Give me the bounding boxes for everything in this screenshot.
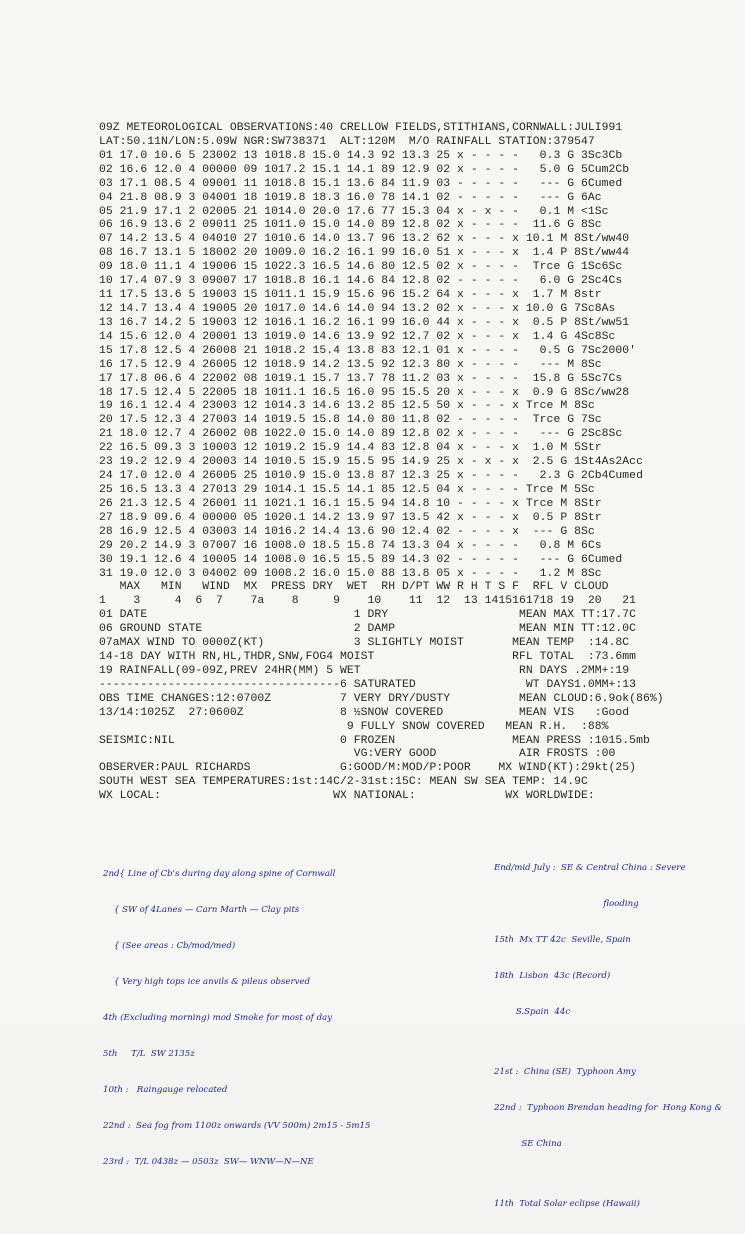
legend-line: SEISMIC:NIL 0 FROZEN MEAN PRESS :1015.5mb — [99, 734, 650, 747]
table-row: 30 19.1 12.6 4 10005 14 1008.0 16.5 15.5 89 14.3 02 - - - - - --- G 6Cumed — [99, 553, 623, 566]
legend-line: -----------------------------------6 SATURATED WT DAYS1.0MM+:13 — [99, 678, 637, 691]
legend-line: 06 GROUND STATE 2 DAMP MEAN MIN TT:12.0C — [99, 623, 637, 636]
table-row: 19 16.1 12.4 4 23003 12 1014.3 14.6 13.2 85 12.5 50 x - - - x Trce M 8Sc — [99, 400, 595, 413]
table-row: 14 15.6 12.0 4 20001 13 1019.0 14.6 13.9 92 12.7 02 x - - - x 1.4 G 4Sc8Sc — [99, 330, 616, 343]
table-row: 25 16.5 13.3 4 27013 29 1014.1 15.5 14.1 85 12.5 04 x - - - - Trce M 5Sc — [99, 483, 595, 496]
column-numbers: 1 3 4 6 7 7a 8 9 10 11 12 13 1415161718 19 20 21 — [99, 595, 637, 608]
table-row: 20 17.5 12.3 4 27003 14 1019.5 15.8 14.0 80 11.8 02 - - - - - Trce G 7Sc — [99, 414, 602, 427]
note-line: 5th T/L SW 2135z — [103, 1049, 195, 1059]
note-line: 21st : China (SE) Typhoon Amy — [494, 1067, 636, 1077]
table-row: 29 20.2 14.9 3 07007 16 1008.0 18.5 15.8 74 13.3 04 x - - - - 0.8 M 6Cs — [99, 539, 602, 552]
legend-line: 14-18 DAY WITH RN,HL,THDR,SNW,FOG4 MOIST RFL TOTAL :73.6mm — [99, 651, 637, 664]
note-line: 15th Mx TT 42c Seville, Spain — [494, 935, 631, 945]
table-row: 15 17.8 12.5 4 26008 21 1018.2 15.4 13.8 83 12.1 01 x - - - - 0.5 G 7Sc2000' — [99, 344, 637, 357]
legend-line: SOUTH WEST SEA TEMPERATURES:1st:14C/2-31st:15C: MEAN SW SEA TEMP: 14.9C — [99, 776, 588, 789]
note-line: 10th : Raingauge relocated — [103, 1085, 228, 1095]
handwritten-worldwide-notes — [494, 838, 722, 1234]
note-line: { (See areas : Cb/mod/med) — [103, 941, 236, 951]
legend-line: 01 DATE 1 DRY MEAN MAX TT:17.7C — [99, 609, 637, 622]
note-line: 22nd : Sea fog from 1100z onwards (VV 500m) 2m15 - 5m15 — [103, 1121, 371, 1131]
table-row: 08 16.7 13.1 5 18002 20 1009.0 16.2 16.1 99 16.0 51 x - - - x 1.4 P 8St/ww44 — [99, 247, 630, 260]
note-line: 22nd : Typhoon Brendan heading for Hong Kong & — [494, 1103, 723, 1113]
legend-line: 13/14:1025Z 27:0600Z 8 ½SNOW COVERED MEAN VIS :Good — [99, 706, 630, 719]
table-row: 23 19.2 12.9 4 20003 14 1010.5 15.9 15.5 95 14.9 25 x - x - x 2.5 G 1St4As2Acc — [99, 456, 643, 469]
table-row: 28 16.9 12.5 4 03003 14 1016.2 14.4 13.6 90 12.4 02 - - - - x --- G 8Sc — [99, 525, 595, 538]
table-row: 27 18.9 09.6 4 00000 05 1020.1 14.2 13.9 97 13.5 42 x - - - x 0.5 P 8Str — [99, 511, 602, 524]
table-row: 13 16.7 14.2 5 19003 12 1016.1 16.2 16.1 99 16.0 44 x - - - x 0.5 P 8St/ww51 — [99, 316, 630, 329]
note-line: { Very high tops ice anvils & pileus observed — [103, 977, 311, 987]
table-row: 10 17.4 07.9 3 09007 17 1018.8 16.1 14.6 84 12.8 02 - - - - - 6.0 G 2Sc4Cs — [99, 275, 623, 288]
table-row: 07 14.2 13.5 4 04010 27 1010.6 14.0 13.7 96 13.2 62 x - - - x 10.1 M 8St/ww40 — [99, 233, 630, 246]
table-row: 18 17.5 12.4 5 22005 18 1011.1 16.5 16.0 95 15.5 20 x - - - x 0.9 G 8Sc/ww28 — [99, 386, 630, 399]
table-row: 11 17.5 13.6 5 19003 15 1011.1 15.9 15.6 96 15.2 64 x - - - x 1.7 M 8str — [99, 289, 602, 302]
legend-line: OBS TIME CHANGES:12:0700Z 7 VERY DRY/DUSTY MEAN CLOUD:6.9ok(86%) — [99, 692, 664, 705]
handwritten-local-notes — [103, 844, 371, 1192]
legend-line: 07aMAX WIND TO 0000Z(KT) 3 SLIGHTLY MOIST MEAN TEMP :14.8C — [99, 637, 630, 650]
legend-line: 19 RAINFALL(09-09Z,PREV 24HR(MM) 5 WET RN DAYS .2MM+:19 — [99, 664, 630, 677]
note-line: 11th Total Solar eclipse (Hawaii) — [494, 1199, 640, 1209]
typed-report — [99, 122, 739, 804]
legend-and-summary — [99, 609, 739, 804]
note-line: { SW of 4Lanes — Carn Marth — Clay pits — [103, 905, 300, 915]
note-line: 18th Lisbon 43c (Record) — [494, 971, 611, 981]
note-line: 2nd{ Line of Cb's during day along spine of Cornwall — [103, 869, 336, 879]
note-line: 4th (Excluding morning) mod Smoke for most of day — [103, 1013, 333, 1023]
table-row: 26 21.3 12.5 4 26001 11 1021.1 16.1 15.5 94 14.8 10 - - - - x Trce M 8Str — [99, 497, 602, 510]
table-row: 22 16.5 09.3 3 10003 12 1019.2 15.9 14.4 83 12.8 04 x - - - x 1.0 M 5Str — [99, 442, 602, 455]
station-location: LAT:50.11N/LON:5.09W NGR:SW738371 ALT:120M M/O RAINFALL STATION:379547 — [99, 135, 595, 148]
table-row: 04 21.8 08.9 3 04001 18 1019.8 18.3 16.0 78 14.1 02 - - - - - --- G 6Ac — [99, 191, 602, 204]
table-row: 09 18.0 11.1 4 19006 15 1022.3 16.5 14.6 80 12.5 02 x - - - - Trce G 1Sc6Sc — [99, 261, 623, 274]
table-row: 16 17.5 12.9 4 26005 12 1018.9 14.2 13.5 92 12.3 80 x - - - - --- M 8Sc — [99, 358, 602, 371]
table-row: 24 17.0 12.0 4 26005 25 1010.9 15.0 13.8 87 12.3 25 x - - - - 2.3 G 2Cb4Cumed — [99, 470, 643, 483]
table-row: 21 18.0 12.7 4 26002 08 1022.0 15.0 14.0 89 12.8 02 x - - - - --- G 2Sc8Sc — [99, 428, 623, 441]
observations-table — [99, 150, 739, 582]
note-line: S.Spain 44c — [494, 1007, 571, 1017]
note-line: End/mid July : SE & Central China : Severe — [494, 863, 686, 873]
table-row: 01 17.0 10.6 5 23002 13 1018.8 15.0 14.3 92 13.3 25 x - - - - 0.3 G 3Sc3Cb — [99, 149, 623, 162]
table-row: 02 16.6 12.0 4 00000 09 1017.2 15.1 14.1 89 12.9 02 x - - - - 5.0 G 5Cum2Cb — [99, 163, 630, 176]
note-line: SE China — [494, 1139, 562, 1149]
legend-line: OBSERVER:PAUL RICHARDS G:GOOD/M:MOD/P:POOR MX WIND(KT):29kt(25) — [99, 762, 637, 775]
report-title: 09Z METEOROLOGICAL OBSERVATIONS:40 CRELLOW FIELDS,STITHIANS,CORNWALL:JULI991 — [99, 122, 623, 134]
table-row: 03 17.1 08.5 4 09001 11 1018.8 15.1 13.6 84 11.9 03 - - - - - --- G 6Cumed — [99, 177, 623, 190]
column-headers: MAX MIN WIND MX PRESS DRY WET RH D/PT WW R H T S F RFL V CLOUD — [99, 581, 609, 594]
note-line: 23rd : T/L 0438z — 0503z SW— WNW—N—NE — [103, 1157, 314, 1167]
legend-line: WX LOCAL: WX NATIONAL: WX WORLDWIDE: — [99, 790, 595, 803]
table-row: 17 17.8 06.6 4 22002 08 1019.1 15.7 13.7 78 11.2 03 x - - - - 15.8 G 5Sc7Cs — [99, 372, 623, 385]
legend-line: 9 FULLY SNOW COVERED MEAN R.H. :88% — [99, 720, 609, 733]
note-line: flooding — [494, 899, 639, 909]
table-row: 05 21.9 17.1 2 02005 21 1014.0 20.0 17.6 77 15.3 04 x - x - - 0.1 M <1Sc — [99, 205, 609, 218]
table-row: 06 16.9 13.6 2 09011 25 1011.0 15.0 14.0 89 12.8 02 x - - - - 11.6 G 8Sc — [99, 219, 602, 232]
table-row: 12 14.7 13.4 4 19005 20 1017.0 14.6 14.0 94 13.2 02 x - - - x 10.0 G 7Sc8As — [99, 302, 616, 315]
legend-line: VG:VERY GOOD AIR FROSTS :00 — [99, 748, 616, 761]
table-row: 31 19.0 12.0 3 04002 09 1008.2 16.0 15.0 88 13.8 05 x - - - - 1.2 M 8Sc — [99, 567, 602, 580]
